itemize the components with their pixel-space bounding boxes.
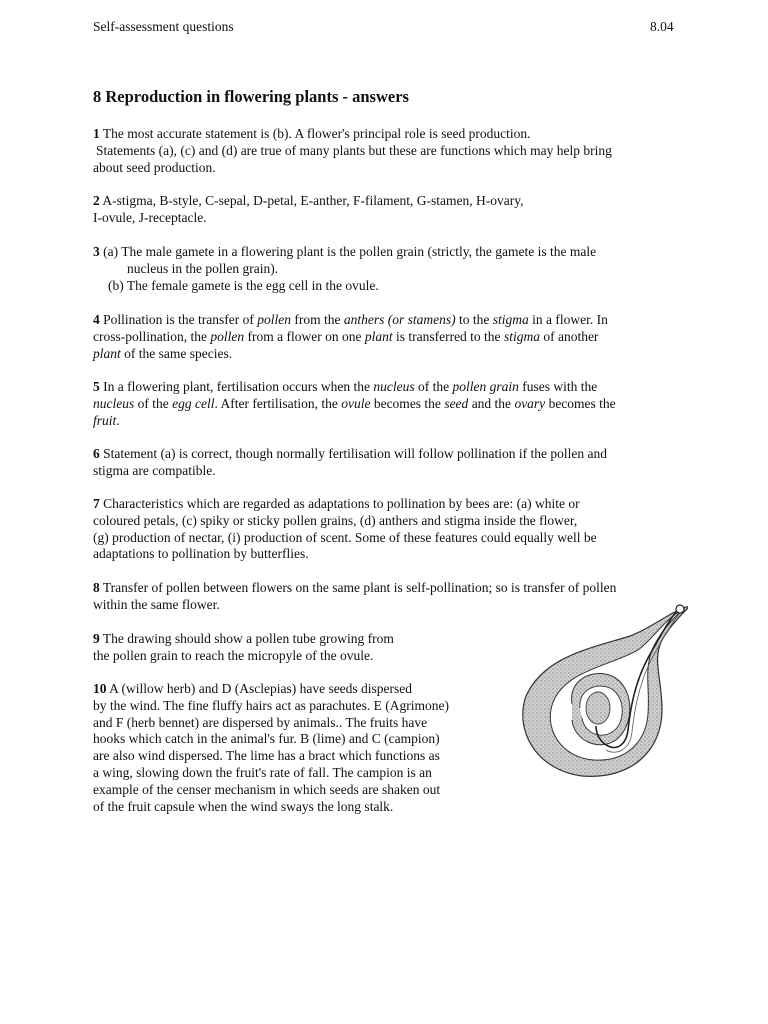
key-term: plant — [364, 328, 393, 344]
answer-text: of the — [414, 379, 453, 394]
answer-number: 10 — [93, 681, 107, 696]
answer-text: (b) The female gamete is the egg cell in the ovule. — [108, 277, 379, 293]
answer-text: The drawing should show a pollen tube growing from — [102, 631, 394, 646]
answer-text: and F (herb bennet) are dispersed by animals.. The fruits have — [93, 714, 428, 730]
answer-number: 9 — [93, 631, 100, 646]
answer-number: 2 — [93, 193, 100, 208]
answer-text: from the — [290, 312, 344, 327]
answer-text: of the same species. — [120, 345, 233, 361]
answer-number: 4 — [93, 312, 100, 327]
answer-text: The most accurate statement is (b). A flower's principal role is seed production. — [102, 126, 531, 141]
answer-text: adaptations to pollination by butterflies. — [93, 546, 309, 562]
header-left: Self-assessment questions — [93, 19, 234, 34]
key-term: fruit — [93, 412, 117, 428]
key-term: nucleus — [93, 395, 135, 411]
key-term: egg cell — [172, 395, 215, 411]
answer-text: a wing, slowing down the fruit's rate of fall. The campion is an — [93, 764, 432, 780]
answer-text: Statement (a) is correct, though normally fertilisation will follow pollination if the pollen and — [103, 446, 608, 461]
answer-text: within the same flower. — [93, 596, 220, 612]
answer-5 — [93, 379, 703, 429]
answer-text: Statements (a), (c) and (d) are true of many plants but these are functions which may help bring — [96, 142, 612, 158]
header-page-number: 8.04 — [650, 19, 674, 34]
answer-number: 6 — [93, 446, 100, 461]
key-term: stigma — [503, 328, 540, 344]
answer-text: of another — [539, 328, 599, 344]
pollen-tube-ovule-drawing-icon — [512, 600, 688, 780]
answer-3 — [93, 244, 703, 294]
answer-text: and the — [468, 395, 515, 411]
answer-number: 5 — [93, 379, 100, 394]
answer-text: Transfer of pollen between flowers on the same plant is self-pollination; so is transfer of pollen — [102, 580, 617, 595]
key-term: anthers (or stamens) — [343, 312, 456, 327]
answer-number: 1 — [93, 126, 100, 141]
answer-number: 3 — [93, 244, 100, 259]
key-term: seed — [444, 395, 469, 411]
key-term: pollen — [210, 328, 245, 344]
answer-text: of the — [134, 395, 173, 411]
answer-number: 7 — [93, 496, 100, 511]
answer-text: coloured petals, (c) spiky or sticky pollen grains, (d) anthers and stigma inside the flower, — [93, 512, 578, 528]
answer-text: . After fertilisation, the — [214, 395, 342, 411]
answer-text: Pollination is the transfer of — [103, 312, 258, 327]
answer-text: are also wind dispersed. The lime has a bract which functions as — [93, 748, 440, 764]
answer-10 — [93, 681, 503, 815]
answer-text: (a) The male gamete in a flowering plant is the pollen grain (strictly, the gamete is the male — [103, 244, 597, 259]
answer-1 — [93, 126, 703, 176]
answer-text: fuses with the — [518, 379, 598, 394]
answer-text: becomes the — [370, 395, 445, 411]
answer-text: A (willow herb) and D (Asclepias) have seeds dispersed — [106, 681, 413, 696]
answer-6 — [93, 446, 703, 480]
page-title: 8 Reproduction in flowering plants - answers — [93, 87, 409, 106]
answer-text: about seed production. — [93, 159, 216, 175]
key-term: plant — [93, 345, 121, 361]
answer-text: nucleus in the pollen grain). — [127, 260, 279, 276]
answer-text: . — [116, 412, 120, 428]
answer-text: becomes the — [545, 395, 616, 411]
answer-text: the pollen grain to reach the micropyle of the ovule. — [93, 647, 374, 663]
key-term: ovary — [514, 395, 546, 411]
answer-text: hooks which catch in the animal's fur. B (lime) and C (campion) — [93, 731, 440, 747]
key-term: pollen grain — [452, 379, 519, 394]
answer-text: in a flower. In — [528, 312, 608, 327]
answer-text: is transferred to the — [392, 328, 504, 344]
answer-9 — [93, 631, 493, 665]
answer-7 — [93, 496, 703, 563]
key-term: pollen — [257, 312, 291, 327]
answer-text: In a flowering plant, fertilisation occurs when the — [103, 379, 374, 394]
answer-2 — [93, 193, 703, 227]
answer-text: A-stigma, B-style, C-sepal, D-petal, E-anther, F-filament, G-stamen, H-ovary, — [102, 193, 524, 208]
answer-text: from a flower on one — [244, 328, 365, 344]
answer-text: of the fruit capsule when the wind sways the long stalk. — [93, 798, 394, 814]
answer-text: cross-pollination, the — [93, 328, 211, 344]
answer-text: by the wind. The fine fluffy hairs act as parachutes. E (Agrimone) — [93, 697, 450, 713]
answer-text: to the — [455, 312, 493, 327]
answer-text: example of the censer mechanism in which seeds are shaken out — [93, 781, 441, 797]
key-term: stigma — [492, 312, 529, 327]
answer-text: Characteristics which are regarded as adaptations to pollination by bees are: (a) white or — [103, 496, 580, 511]
answer-4 — [93, 312, 703, 362]
answer-text: (g) production of nectar, (i) production of scent. Some of these features could equally well be — [93, 529, 597, 545]
answer-number: 8 — [93, 580, 100, 595]
key-term: ovule — [341, 395, 371, 411]
answer-text: I-ovule, J-receptacle. — [93, 209, 207, 225]
answer-text: stigma are compatible. — [93, 462, 216, 478]
key-term: nucleus — [373, 379, 415, 394]
